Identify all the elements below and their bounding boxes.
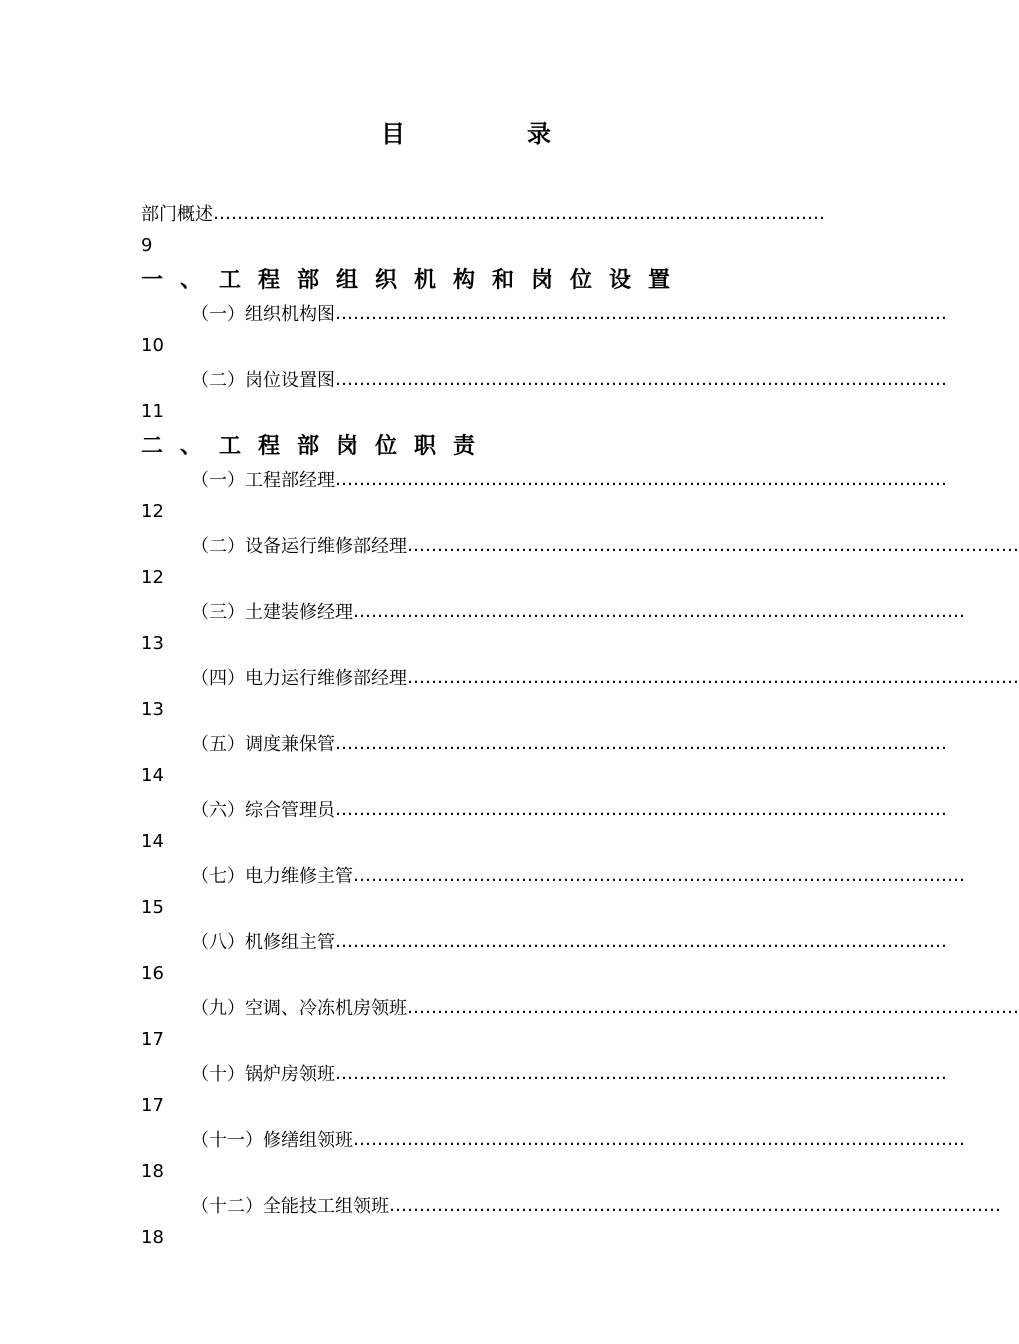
toc-entry[interactable] <box>141 364 947 430</box>
toc-entry-label: （二）岗位设置图 <box>191 370 335 391</box>
toc-page-number: 12 <box>141 501 164 522</box>
page-title <box>0 112 950 152</box>
table-of-contents <box>141 198 1019 1256</box>
toc-entry[interactable] <box>141 662 1019 728</box>
toc-entry[interactable] <box>141 926 947 992</box>
toc-entry-label: （一）组织机构图 <box>191 304 335 325</box>
title-char-1: 目 <box>381 120 405 148</box>
toc-page-number: 13 <box>141 699 164 720</box>
toc-page-number: 17 <box>141 1095 164 1116</box>
toc-entry[interactable] <box>141 728 947 794</box>
toc-entry[interactable] <box>141 596 965 662</box>
toc-leader: ………………………………………………………………………………………… <box>407 996 1019 1018</box>
toc-page-number: 12 <box>141 567 164 588</box>
toc-entry[interactable] <box>141 1058 947 1124</box>
toc-page-number: 14 <box>141 831 164 852</box>
toc-leader: ………………………………………………………………………………………… <box>335 798 947 820</box>
toc-entry-label: （八）机修组主管 <box>191 932 335 953</box>
toc-page-number: 17 <box>141 1029 164 1050</box>
toc-page-number: 18 <box>141 1161 164 1182</box>
toc-leader: ………………………………………………………………………………………… <box>213 202 825 224</box>
toc-entry[interactable] <box>141 860 965 926</box>
toc-entry[interactable] <box>141 1190 1001 1256</box>
toc-entry[interactable] <box>141 794 947 860</box>
toc-leader: ………………………………………………………………………………………… <box>335 368 947 390</box>
toc-page-number: 16 <box>141 963 164 984</box>
toc-page-number: 11 <box>141 401 164 422</box>
toc-entry-label: （十二）全能技工组领班 <box>191 1196 389 1217</box>
toc-entry-label: （一）工程部经理 <box>191 470 335 491</box>
toc-leader: ………………………………………………………………………………………… <box>353 1128 965 1150</box>
toc-leader: ………………………………………………………………………………………… <box>335 732 947 754</box>
toc-leader: ………………………………………………………………………………………… <box>407 534 1019 556</box>
toc-page-number: 10 <box>141 335 164 356</box>
toc-page-number: 18 <box>141 1227 164 1248</box>
toc-entry-label: （四）电力运行维修部经理 <box>191 668 407 689</box>
toc-leader: ………………………………………………………………………………………… <box>389 1194 1001 1216</box>
toc-entry-label: （十）锅炉房领班 <box>191 1064 335 1085</box>
toc-entry[interactable] <box>141 992 1019 1058</box>
toc-page-number: 15 <box>141 897 164 918</box>
toc-entry-label: （三）土建装修经理 <box>191 602 353 623</box>
toc-entry-label: （十一）修缮组领班 <box>191 1130 353 1151</box>
toc-entry-label: （九）空调、冷冻机房领班 <box>191 998 407 1019</box>
toc-entry-overview[interactable] <box>141 198 825 264</box>
toc-leader: ………………………………………………………………………………………… <box>335 1062 947 1084</box>
toc-entry-label: （六）综合管理员 <box>191 800 335 821</box>
toc-entry[interactable] <box>141 530 1019 596</box>
toc-leader: ………………………………………………………………………………………… <box>335 302 947 324</box>
toc-entry-label: （七）电力维修主管 <box>191 866 353 887</box>
toc-leader: ………………………………………………………………………………………… <box>407 666 1019 688</box>
toc-entry-label: （二）设备运行维修部经理 <box>191 536 407 557</box>
toc-leader: ………………………………………………………………………………………… <box>353 864 965 886</box>
section-heading-1[interactable]: 一、工程部组织机构和岗位设置 <box>141 268 688 293</box>
toc-page-number: 14 <box>141 765 164 786</box>
toc-page-number: 9 <box>141 235 153 256</box>
toc-entry[interactable] <box>141 1124 965 1190</box>
title-char-2: 录 <box>527 120 551 148</box>
toc-entry[interactable] <box>141 298 947 364</box>
toc-leader: ………………………………………………………………………………………… <box>335 468 947 490</box>
section-heading-2[interactable]: 二、工程部岗位职责 <box>141 434 493 459</box>
toc-leader: ………………………………………………………………………………………… <box>335 930 947 952</box>
toc-entry-label: （五）调度兼保管 <box>191 734 335 755</box>
toc-entry-label: 部门概述 <box>141 204 213 225</box>
toc-page-number: 13 <box>141 633 164 654</box>
toc-entry[interactable] <box>141 464 947 530</box>
toc-leader: ………………………………………………………………………………………… <box>353 600 965 622</box>
